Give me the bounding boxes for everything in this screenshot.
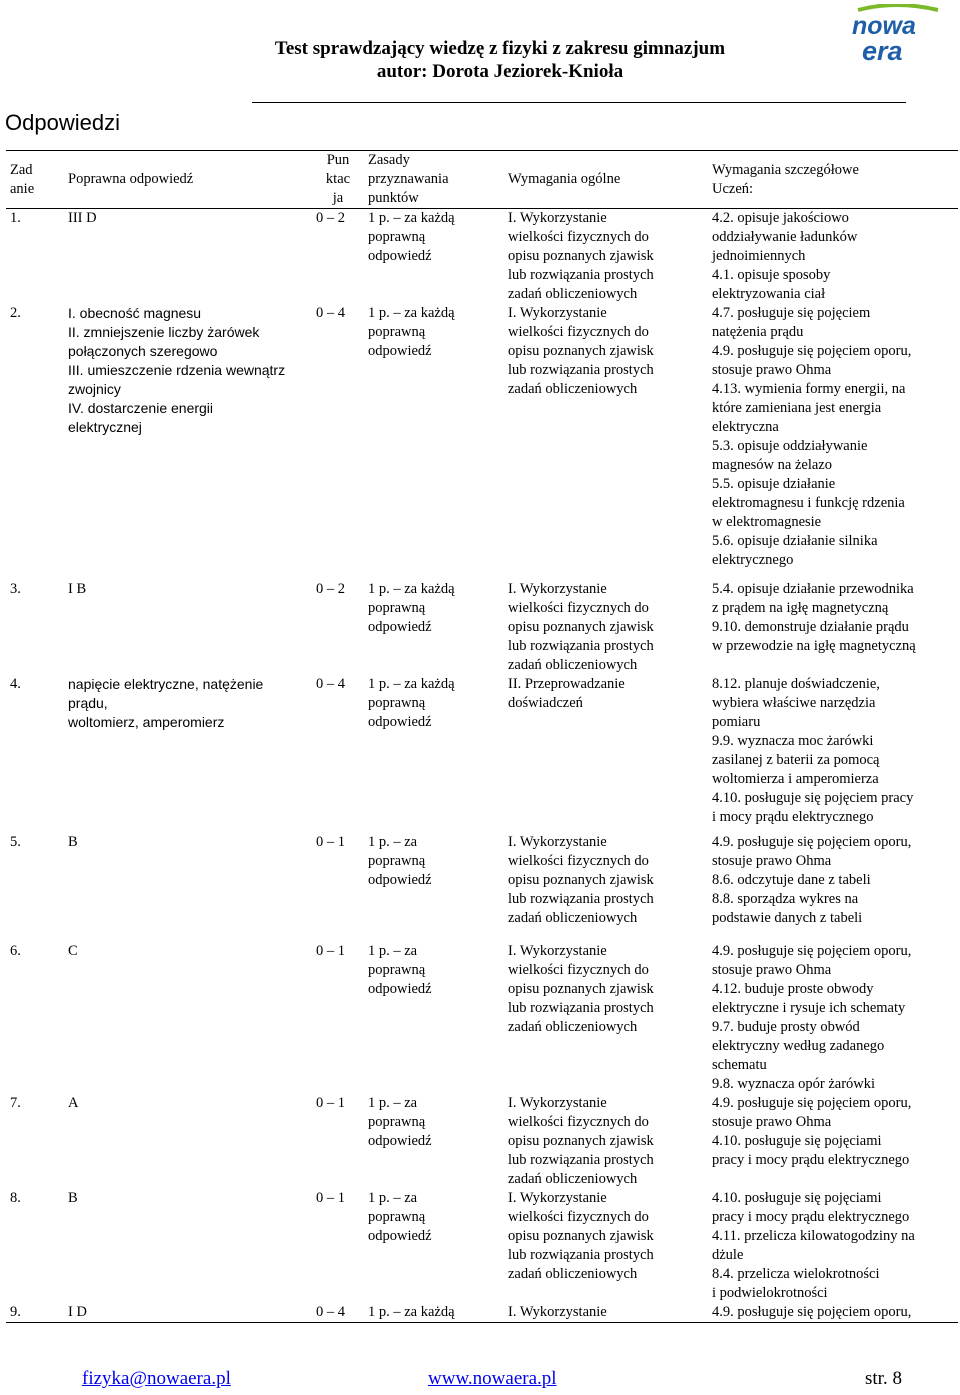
scoring-rules: 1 p. – za poprawną odpowiedź xyxy=(368,1190,432,1244)
task-number: 8. xyxy=(10,1190,21,1206)
table-row xyxy=(6,827,958,928)
task-number: 2. xyxy=(10,305,21,321)
scoring-rules: 1 p. – za każdą poprawną odpowiedź xyxy=(368,676,455,730)
scoring-rules: 1 p. – za każdą poprawną odpowiedź xyxy=(368,581,455,635)
scoring-rules: 1 p. – za poprawną odpowiedź xyxy=(368,1095,432,1149)
table-row xyxy=(6,675,958,827)
correct-answer: napięcie elektryczne, natężenie prądu, woltomierz, amperomierz xyxy=(68,676,264,730)
points-range: 0 – 2 xyxy=(316,210,345,226)
general-requirements: I. Wykorzystanie wielkości fizycznych do opisu poznanych zjawisk lub rozwiązania prostych zadań obliczeniowych xyxy=(508,834,654,926)
correct-answer: B xyxy=(68,834,78,850)
scoring-rules: 1 p. – za poprawną odpowiedź xyxy=(368,834,432,888)
header-answer: Poprawna odpowiedź xyxy=(64,151,312,209)
task-number: 5. xyxy=(10,834,21,850)
task-number: 7. xyxy=(10,1095,21,1111)
points-range: 0 – 1 xyxy=(316,1190,345,1206)
header-points: Pun ktac ja xyxy=(312,151,364,209)
correct-answer: I B xyxy=(68,581,87,597)
points-range: 0 – 4 xyxy=(312,1303,364,1323)
table-row xyxy=(6,928,958,1094)
general-requirements: I. Wykorzystanie wielkości fizycznych do opisu poznanych zjawisk lub rozwiązania prostych zadań obliczeniowych xyxy=(508,210,654,302)
header-rule xyxy=(252,102,906,103)
detailed-requirements: 4.10. posługuje się pojęciami pracy i mocy prądu elektrycznego 4.11. przelicza kilowatogodziny na dżule 8.4. przelicza wielokrotności i podwielokrotności xyxy=(712,1190,915,1301)
table-row xyxy=(6,209,958,305)
task-number: 4. xyxy=(10,676,21,692)
correct-answer: B xyxy=(68,1190,78,1206)
task-number: 9. xyxy=(6,1303,64,1323)
detailed-requirements: 4.9. posługuje się pojęciem oporu, xyxy=(708,1303,958,1323)
scoring-rules: 1 p. – za każdą poprawną odpowiedź xyxy=(368,210,455,264)
task-number: 3. xyxy=(10,581,21,597)
detailed-requirements: 4.9. posługuje się pojęciem oporu, stosuje prawo Ohma 8.6. odczytuje dane z tabeli 8.8. sporządza wykres na podstawie danych z tabeli xyxy=(712,834,912,926)
points-range: 0 – 1 xyxy=(316,834,345,850)
correct-answer: I. obecność magnesu II. zmniejszenie liczby żarówek połączonych szeregowo III. umieszczenie rdzenia wewnątrz zwojnicy IV. dostarczenie energii elektrycznej xyxy=(68,305,286,435)
table-row xyxy=(6,304,958,570)
general-requirements: II. Przeprowadzanie doświadczeń xyxy=(508,676,625,711)
detailed-requirements: 8.12. planuje doświadczenie, wybiera właściwe narzędzia pomiaru 9.9. wyznacza moc żarówki zasilanej z baterii za pomocą woltomierza i amperomierza 4.10. posługuje się pojęciem pracy i mocy prądu elektrycznego xyxy=(712,676,914,825)
document-title-line2: autor: Dorota Jeziorek-Knioła xyxy=(376,61,624,82)
detailed-requirements: 4.9. posługuje się pojęciem oporu, stosuje prawo Ohma 4.12. buduje proste obwody elektryczne i rysuje ich schematy 9.7. buduje prosty obwód elektryczny według zadanego schematu 9.8. wyznacza opór żarówki xyxy=(712,943,912,1092)
task-number: 1. xyxy=(10,210,21,226)
points-range: 0 – 1 xyxy=(316,1095,345,1111)
general-requirements: I. Wykorzystanie wielkości fizycznych do opisu poznanych zjawisk lub rozwiązania prostych zadań obliczeniowych xyxy=(508,581,654,673)
correct-answer: C xyxy=(68,943,78,959)
correct-answer: I D xyxy=(64,1303,312,1323)
points-range: 0 – 4 xyxy=(316,676,345,692)
points-range: 0 – 4 xyxy=(316,305,345,321)
detailed-requirements: 5.4. opisuje działanie przewodnika z prądem na igłę magnetyczną 9.10. demonstruje działanie prądu w przewodzie na igłę magnetyczną xyxy=(712,581,916,654)
general-requirements: I. Wykorzystanie wielkości fizycznych do opisu poznanych zjawisk lub rozwiązania prostych zadań obliczeniowych xyxy=(508,1190,654,1282)
task-number: 6. xyxy=(10,943,21,959)
table-row xyxy=(6,570,958,675)
detailed-requirements: 4.9. posługuje się pojęciem oporu, stosuje prawo Ohma 4.10. posługuje się pojęciami pracy i mocy prądu elektrycznego xyxy=(712,1095,912,1168)
general-requirements: I. Wykorzystanie wielkości fizycznych do opisu poznanych zjawisk lub rozwiązania prostych zadań obliczeniowych xyxy=(508,305,654,397)
general-requirements: I. Wykorzystanie xyxy=(504,1303,708,1323)
correct-answer: III D xyxy=(68,210,97,226)
svg-text:era: era xyxy=(862,36,903,66)
scoring-rules: 1 p. – za każdą poprawną odpowiedź xyxy=(368,305,455,359)
table-body xyxy=(6,209,958,1323)
section-title: Odpowiedzi xyxy=(5,110,120,135)
page-number: str. 8 xyxy=(865,1368,902,1389)
scoring-rules: 1 p. – za poprawną odpowiedź xyxy=(368,943,432,997)
header-detailed: Wymagania szczegółowe Uczeń: xyxy=(708,151,958,209)
answers-table xyxy=(6,150,958,1323)
header-rules: Zasady przyznawania punktów xyxy=(364,151,504,209)
table-row xyxy=(6,1189,958,1303)
document-title-line1: Test sprawdzający wiedzę z fizyki z zakresu gimnazjum xyxy=(274,38,726,59)
points-range: 0 – 1 xyxy=(316,943,345,959)
detailed-requirements: 4.2. opisuje jakościowo oddziaływanie ładunków jednoimiennych 4.1. opisuje sposoby elektryzowania ciał xyxy=(712,210,858,302)
detailed-requirements: 4.7. posługuje się pojęciem natężenia prądu 4.9. posługuje się pojęciem oporu, stosuje prawo Ohma 4.13. wymienia formy energii, na które zamieniana jest energia elektryczna 5.3. opisuje oddziaływanie magnesów na żelazo 5.5. opisuje działanie elektromagnesu i funkcję rdzenia w elektromagnesie 5.6. opisuje działanie silnika elektrycznego xyxy=(712,305,912,568)
footer-website[interactable]: www.nowaera.pl xyxy=(428,1368,557,1389)
correct-answer: A xyxy=(68,1095,79,1111)
general-requirements: I. Wykorzystanie wielkości fizycznych do opisu poznanych zjawisk lub rozwiązania prostych zadań obliczeniowych xyxy=(508,943,654,1035)
svg-text:nowa: nowa xyxy=(852,12,916,40)
scoring-rules: 1 p. – za każdą xyxy=(364,1303,504,1323)
nowa-era-logo xyxy=(838,4,956,74)
table-header-row xyxy=(6,151,958,209)
header-general: Wymagania ogólne xyxy=(504,151,708,209)
header-task: Zad anie xyxy=(6,151,64,209)
points-range: 0 – 2 xyxy=(316,581,345,597)
general-requirements: I. Wykorzystanie wielkości fizycznych do opisu poznanych zjawisk lub rozwiązania prostych zadań obliczeniowych xyxy=(508,1095,654,1187)
table-row xyxy=(6,1094,958,1189)
footer-email[interactable]: fizyka@nowaera.pl xyxy=(82,1368,231,1389)
table-row xyxy=(6,1303,958,1323)
